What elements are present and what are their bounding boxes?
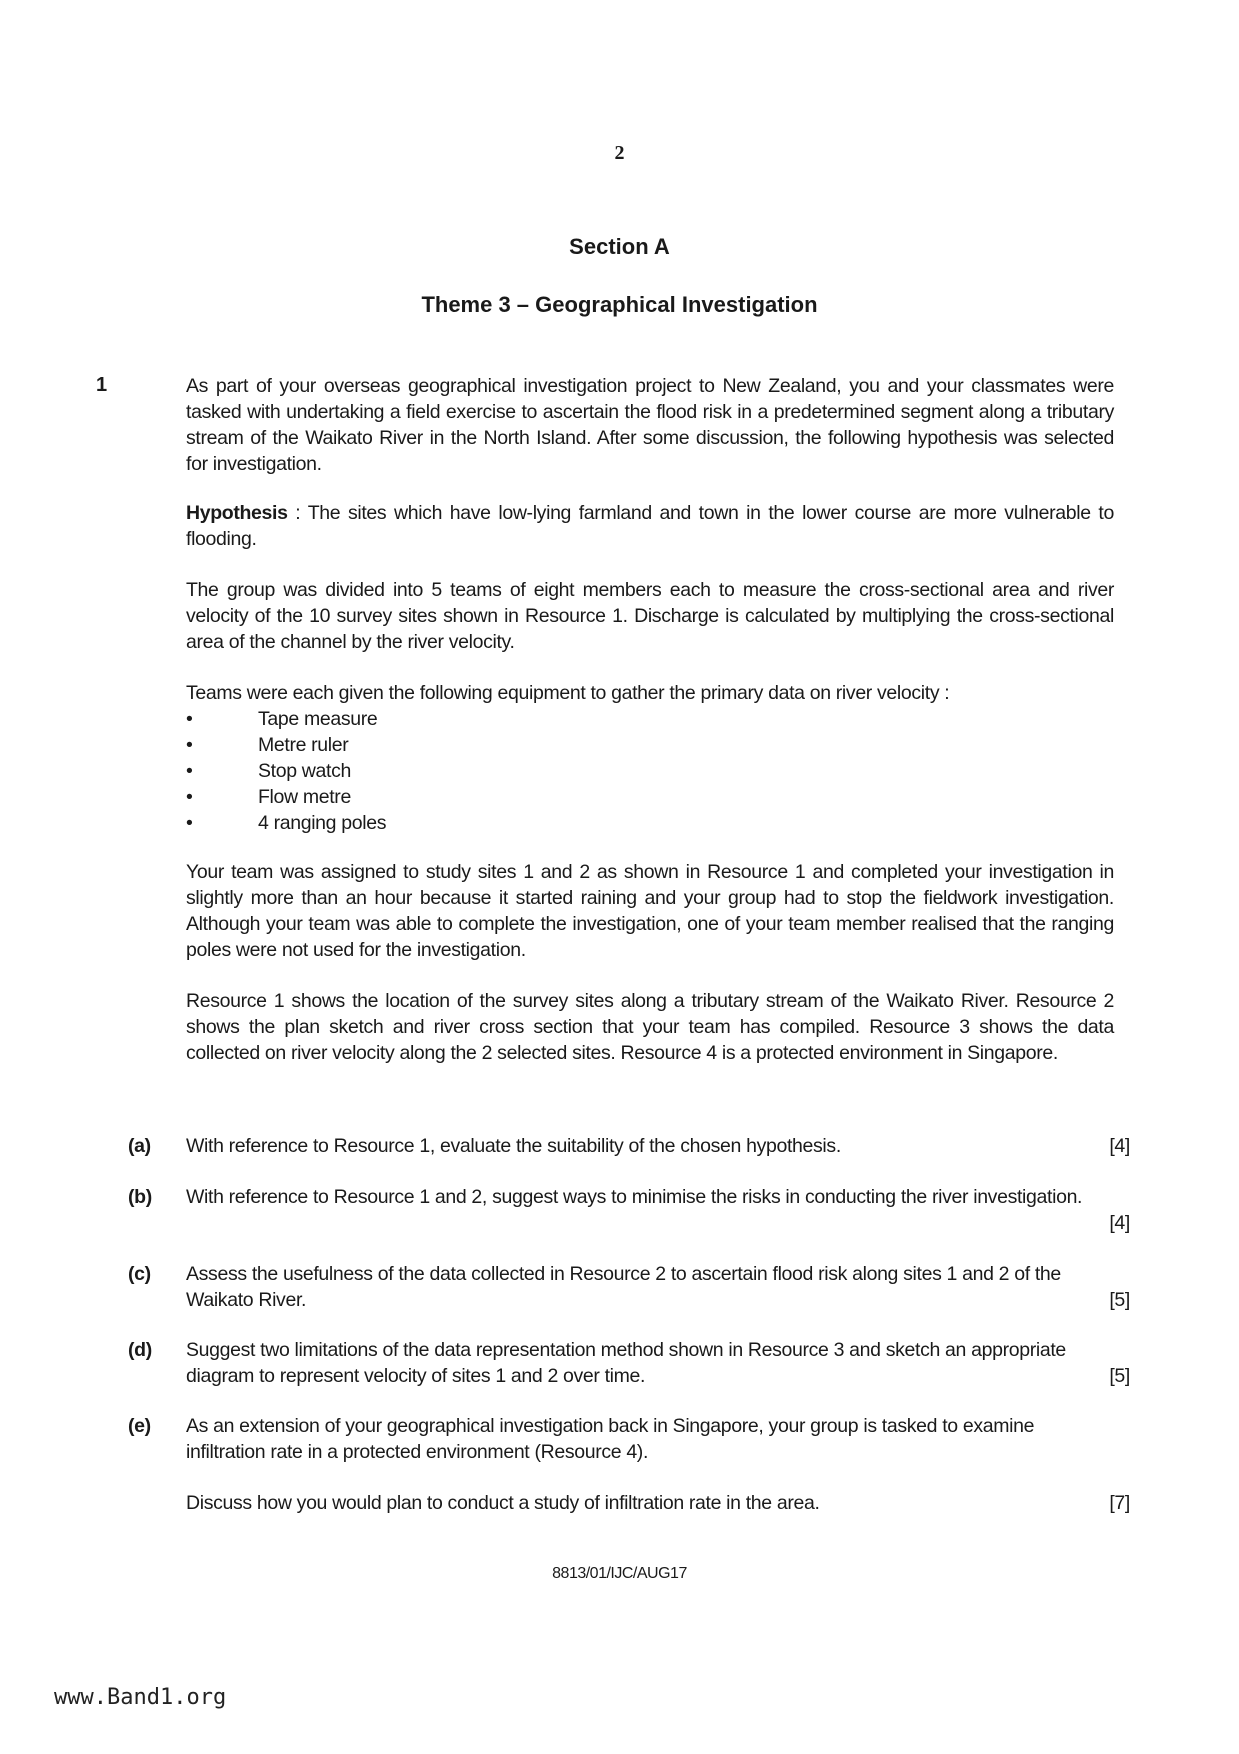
- team-paragraph: Your team was assigned to study sites 1 and 2 as shown in Resource 1 and completed your investigation in slightly more than an hour because it started raining and your group had to stop the fieldwork investigation. Although your team was able to complete the investigation, one of your team member realised that the ranging poles were not used for the investigation.: [186, 861, 1114, 961]
- sub-question-a: [110, 1133, 1130, 1159]
- list-item: [186, 732, 386, 758]
- list-item: [186, 810, 386, 836]
- bullet-icon: •: [186, 786, 193, 808]
- hypothesis-paragraph: [186, 500, 1114, 552]
- question-number: 1: [96, 374, 108, 396]
- sub-question-label: (c): [128, 1263, 151, 1285]
- watermark: www.Band1.org: [54, 1685, 227, 1710]
- resources-paragraph: Resource 1 shows the location of the survey sites along a tributary stream of the Waikato River. Resource 2 shows the plan sketch and river cross section that your team has compiled. Resource 3 shows the data collected on river velocity along the 2 selected sites. Resource 4 is a protected environment in Singapore.: [186, 990, 1114, 1064]
- sub-question-c: [110, 1261, 1130, 1313]
- list-item: [186, 706, 386, 732]
- marks: [4]: [1109, 1135, 1130, 1157]
- section-title: Section A: [569, 234, 670, 259]
- marks: [5]: [1109, 1289, 1130, 1311]
- marks: [5]: [1109, 1365, 1130, 1387]
- hypothesis-text: : The sites which have low-lying farmland and town in the lower course are more vulnerable to flooding.: [186, 502, 1114, 550]
- hypothesis-label: Hypothesis: [186, 502, 288, 524]
- paper-code: 8813/01/IJC/AUG17: [552, 1565, 687, 1582]
- marks: [4]: [1109, 1212, 1130, 1234]
- sub-question-b: [110, 1184, 1130, 1236]
- list-item: [186, 784, 386, 810]
- equipment-item: 4 ranging poles: [258, 812, 387, 834]
- sub-question-e: [110, 1413, 1130, 1465]
- intro-paragraph: As part of your overseas geographical investigation project to New Zealand, you and your classmates were tasked with undertaking a field exercise to ascertain the flood risk in a predetermined segment along a tributary stream of the Waikato River in the North Island. After some discussion, the following hypothesis was selected for investigation.: [186, 375, 1114, 475]
- sub-question-label: (d): [128, 1339, 152, 1361]
- list-item: [186, 758, 386, 784]
- equipment-item: Stop watch: [258, 760, 351, 782]
- sub-question-label: (e): [128, 1415, 151, 1437]
- equipment-intro: Teams were each given the following equipment to gather the primary data on river velocity :: [186, 682, 950, 704]
- sub-question-text: Suggest two limitations of the data representation method shown in Resource 3 and sketch an appropriate diagram to represent velocity of sites 1 and 2 over time.: [186, 1339, 1066, 1387]
- marks: [7]: [1109, 1492, 1130, 1514]
- group-paragraph: The group was divided into 5 teams of eight members each to measure the cross-sectional area and river velocity of the 10 survey sites shown in Resource 1. Discharge is calculated by multiplying the cross-sectional area of the channel by the river velocity.: [186, 579, 1114, 653]
- page-number: 2: [614, 142, 625, 164]
- bullet-icon: •: [186, 812, 193, 834]
- equipment-item: Flow metre: [258, 786, 351, 808]
- sub-question-text: With reference to Resource 1, evaluate the suitability of the chosen hypothesis.: [186, 1135, 841, 1157]
- sub-question-d: [110, 1337, 1130, 1389]
- sub-question-label: (a): [128, 1135, 151, 1157]
- theme-title: Theme 3 – Geographical Investigation: [421, 292, 818, 317]
- bullet-icon: •: [186, 708, 193, 730]
- equipment-item: Metre ruler: [258, 734, 349, 756]
- bullet-icon: •: [186, 760, 193, 782]
- sub-question-label: (b): [128, 1186, 152, 1208]
- bullet-icon: •: [186, 734, 193, 756]
- equipment-item: Tape measure: [258, 708, 378, 730]
- sub-question-text: With reference to Resource 1 and 2, suggest ways to minimise the risks in conducting the river investigation.: [186, 1186, 1083, 1208]
- sub-question-e-task: [110, 1490, 1130, 1516]
- sub-question-text: Discuss how you would plan to conduct a study of infiltration rate in the area.: [186, 1492, 820, 1514]
- sub-question-text: Assess the usefulness of the data collected in Resource 2 to ascertain flood risk along sites 1 and 2 of the Waikato River.: [186, 1263, 1061, 1311]
- sub-question-text: As an extension of your geographical investigation back in Singapore, your group is tasked to examine infiltration rate in a protected environment (Resource 4).: [186, 1415, 1035, 1463]
- equipment-list: [186, 706, 386, 836]
